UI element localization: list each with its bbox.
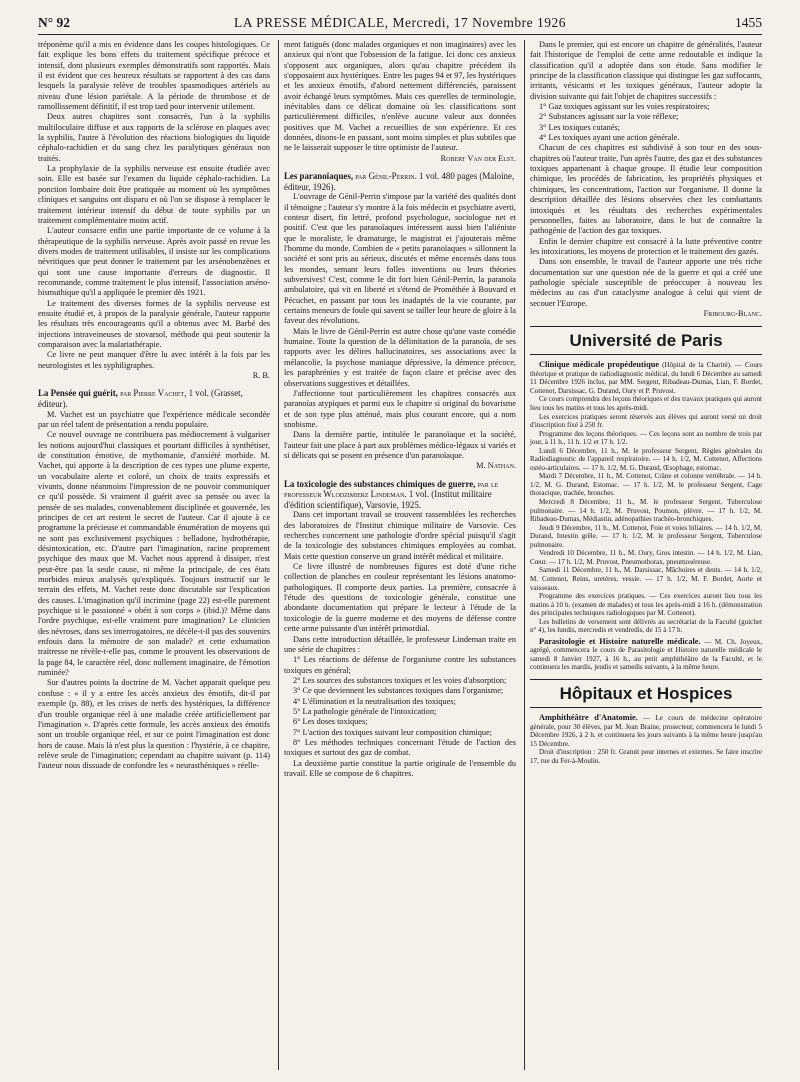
paragraph: Jeudi 9 Décembre, 11 h., M. Cottenot, Foie et voies biliaires. — 14 h. 1/2, M. Durand, Intestin grêle. — 17 h. 1/2, M. le professeur Sergent, Tuberculose pulmonaire. — [530, 523, 762, 549]
column-divider — [278, 40, 279, 1070]
column-1 — [38, 40, 270, 772]
paragraph: Les exercices pratiques seront réservés aux élèves qui auront versé un droit d'inscription fixé à 250 fr. — [530, 412, 762, 430]
paragraph: Programme des exercices pratiques. — Ces exercices auront lieu tous les matins à 10 h. (examen de malades) et tous les après-midi à 16 h. (démonstration des principales techniques radiologiques par M. Cottenot). — [530, 592, 762, 618]
paragraph: ment fatigués (donc malades organiques et non imaginaires) avec les anxieux qui n'ont que l'obsession de la fatigue. Ici donc ces anxieux s'opposent aux organiques, alors qu'au chapitre précédent ils s'opposaient aux hystériques. Entre les pages 94 et 97, les hystériques et les anxieux émotifs, d'abord nettement différenciés, paraissent avoir échangé leurs symptômes. Mais ces querelles de terminologie, inévitables dans ce délicat domaine où les classifications sont particulièrement difficiles, n'enlève aucune valeur aux données positives que M. Vachet a recueillies de son expérience. Et ces données, disons-le en passant, sont moins simples et plus subtiles que ne le laisserait supposer le titre optimiste de l'auteur. — [284, 40, 516, 153]
paragraph: Sur d'autres points la doctrine de M. Vachet apparait quelque peu confuse : « il y a entre les accès anxieux des émotifs, dit-il par exemple (p. 88), et les crises de nerfs des hystériques, la différence d'un trouble organique réel à une maladie créée artificiellement par l'imagination ». D'après cette formule, les accès anxieux des émotifs sont un trouble organique réel, et sur ce point l'imagination est donc hors de cause. Mais là n'est plus la question : l'hystérie, à ce chapitre, relève seule de l'imagination; cependant au chapitre suivant (p. 114) l'auteur nous dissuade de confondre les « neurasthéniques » réelle- — [38, 678, 270, 771]
paragraph: Ce nouvel ouvrage ne contribuera pas médiocrement à vulgariser les notions aujourd'hui classiques et pourtant difficiles à synthétiser, de constitution émotive, de mythomanie, d'anxiété morbide. M. Vachet, qui apporte à la description de ces types une plume experte, un vocabulaire alerte et coloré, un choix de traits expressifs et vivants, donne néanmoins l'impression de ne pouvoir communiquer ce qu'il possède. Si vraiment il guérit avec sa pensée ou avec la pensée de ses malades, convenablement disciplinée et gouvernée, les principes de cet art restent le secret de l'auteur. Car il ajoute à ce programme la précieuse et commandable énumération de moyens qui ne sont pas exclusivement psychiques : belladone, hydrothérapie, désintoxication, etc. D'autre part l'imagination, racine proprement psychique des maux que M. Vachet nous apprend à dissiper, n'est peut-être pas la seule cause, ni même la principale, de ces états morbides mieux analysés qu'expliqués. Toujours instructif sur le terrain des effets, M. Vachet reste donc discutable sur l'explication des causes. L'imagination qu'il incrimine (page 22) est-elle purement psychique si le passionné « obéit à son corps » (ibid.)? Même dans l'ordre psychique, est-elle vraiment pure imagination? Le clinicien des névroses, dans ses interrogatoires, ne décèle-t-il pas des souvenirs enfouis dans la mémoire de son malade? et cette exhumation traitresse ne révèle-t-elle pas, comme le prouvent les observations de la page 84, le caractère réel, donc nullement imaginaire, de l'émotion ruminée? — [38, 430, 271, 678]
review-publisher: 1 vol. 480 pages (Maloine, éditeur, 1926). — [284, 171, 515, 192]
column-2 — [284, 40, 516, 779]
list-item: 4° L'élimination et la neutralisation des toxiques; — [293, 696, 456, 706]
announcement-title: Parasitologie et Histoire naturelle médicale. — [539, 636, 701, 646]
paragraph: Droit d'inscription : 250 fr. Gratuit pour internes et externes. Se faire inscrire 17, rue du Fer-à-Moulin. — [530, 748, 762, 765]
paragraph: Dans le premier, qui est encore un chapitre de généralités, l'auteur fait l'historique de l'emploi de cette arme redoutable et indique la classification qu'il a adoptée dans son étude. Sans modifier le principe de la classification classique qui distingue les gaz suffocants, irritants, vésicants et les toxiques généraux, l'auteur adopte la division suivante qui fait l'objet de chapitres successifs : — [530, 40, 762, 101]
review-author: par Pierre Vachet, — [120, 388, 187, 399]
list-item: 1° Gaz toxiques agissant sur les voies respiratoires; — [539, 102, 710, 112]
page-header — [38, 12, 762, 34]
paragraph: La prophylaxie de la syphilis nerveuse est ensuite étudiée avec soin. Elle est basée sur l'examen du liquide céphalo-rachidien. La ponction lombaire doit être pratiquée au moment où les symptômes cliniques et sanguins ont disparu et où l'on se dispose à remplacer le traitement intérieur intensif du début de toute syphilis par un traitement complémentaire moins actif. — [38, 164, 270, 225]
list-item: 3° Les toxiques cutanés; — [539, 122, 620, 132]
list-item: 1° Les réactions de défense de l'organisme contre les substances toxiques en général; — [284, 655, 516, 675]
announcement-title: Clinique médicale propédeutique — [539, 360, 660, 370]
journal-title: LA PRESSE MÉDICALE, Mercredi, 17 Novembre 1926 — [234, 15, 566, 30]
announcement — [530, 638, 762, 672]
list-item: 7° L'action des toxiques suivant leur composition chimique; — [293, 727, 493, 737]
paragraph: Dans son ensemble, le travail de l'auteur apporte une très riche documentation sur une question née de la guerre et qui a créé une pathologie spéciale susceptible de préoccuper à nouveau les médecins au cas d'un cataclysme analogue à celui qui vient de secouer l'Europe. — [530, 257, 762, 308]
paragraph: Chacun de ces chapitres est subdivisé à son tour en des sous-chapitres où l'auteur traite, l'un après l'autre, des gaz et des substances toxiques appartenant à chaque groupe. Il étudie leur composition chimique, les procédés de fabrication, les propriétés physiques et chimiques, les concentrations, l'action sur l'organisme. Il donne la description détaillée des lésions observées chez les combattants intoxiqués et les résultats des recherches expérimentales personnelles, faites au laboratoire, dans le but de connaître la pathogénie de l'action des gaz toxiques. — [530, 143, 762, 236]
list-item: 2° Substances agissant sur la voie réflexe; — [539, 112, 679, 122]
review-author: par Génil-Perrin. — [355, 171, 417, 182]
paragraph: Dans la dernière partie, intitulée le paranoïaque et la société, l'auteur fait une place à part aux problèmes médico-légaux si variés et si délicats qui se posent en présence d'un paranoïaque. — [284, 430, 516, 460]
announcement-text: (Hôpital de la Charité). — Cours théorique et pratique de radiodiagnostic médical, du lundi 6 Décembre au samedi 11 Décembre 1926 inclus, par MM. Sergent, Ribadeau-Dumas, Lian, F. Bordet, Cottenot, Darsissac, G. Durand, Oury et P. Pruvost. — [530, 361, 762, 395]
list-item: 4° Les toxiques ayant une action générale. — [539, 133, 680, 143]
paragraph: Ce cours comprendra des leçons théoriques et des travaux pratiques qui auront lieu tous les matins et tous les après-midi. — [530, 395, 762, 413]
review-heading — [284, 479, 516, 511]
paragraph: M. Vachet est un psychiatre que l'expérience médicale secondée par un réel talent de présentation a rendu populaire. — [38, 409, 270, 429]
paragraph: Dans cet important travail se trouvent rassemblées les recherches des laboratoires de l'Institut chimique militaire de Varsovie. Ces recherches concernent une pathologie d'ordre spécial puisqu'il s'agit de la toxicologie des substances chimiques employées au combat. Mais cette question conserve un grand intérêt médical et militaire. — [284, 510, 516, 561]
review-title: La toxicologie des substances chimiques de guerre, — [284, 478, 476, 489]
paragraph: Mercredi 8 Décembre, 11 h., M. le professeur Sergent, Tuberculose pulmonaire. — 14 h. 1/2, M. Pruvost, Poumon, plèvre. — 17 h. 1/2, M. Ribadeau-Dumas, Médiastin, adénopathies trachéo-bronchiques. — [530, 498, 762, 524]
paragraph: Samedi 11 Décembre, 11 h., M. Darsissac, Mâchoires et dents. — 14 h. 1/2, M. Cottenot, Reins, uretères, vessie. — 17 h. 1/2, M. F. Bordet, Aorte et vaisseaux. — [530, 566, 762, 592]
column-3 — [530, 40, 762, 765]
announcement-text: — Le cours de médecine opératoire générale, pour 30 élèves, par M. Jean Braine, prosecteur, commencera le lundi 5 Décembre 1926, à 2 h. et continuera les jours suivants à la même heure jusqu'au 15 Décembre. — [530, 713, 762, 748]
header-rule — [38, 34, 762, 35]
section-banner: Université de Paris — [530, 326, 762, 355]
list-item: 2° Les sources des substances toxiques et les voies d'absorption; — [293, 675, 507, 685]
review-author: par le professeur Wlodzimierz Lindeman. — [284, 478, 499, 500]
paragraph: Mais le livre de Génil-Perrin est autre chose qu'une vaste comédie humaine. Toute la question de la délimitation de la paranoïa, de ses rapports avec les délires hallucinatoires, ses associations avec la mélancolie, la psychose maniaque dépressive, la démence précoce, les paraphrénies y est traitée de façon claire et précise avec des observations suggestives et détaillées. — [284, 326, 516, 388]
paragraph: La deuxième partie constitue la partie originale de l'ensemble du travail. Elle se compose de 6 chapitres. — [284, 758, 516, 778]
issue-number: N° 92 — [38, 15, 71, 30]
paragraph: Les bulletins de versement sont délivrés au secrétariat de la Faculté (guichet n° 4), les lundis, mercredis et vendredis, de 15 à 17 h. — [530, 617, 762, 635]
review-publisher: 1 vol. (Grasset, éditeur). — [38, 388, 243, 409]
paragraph: J'affectionne tout particulièrement les chapitres consacrés aux paranoïas atypiques et parmi eux le chapitre si original du bovarisme et de son type plus atténué, mais plus courant encore, qui a nom snobisme. — [284, 388, 516, 429]
signature: R. B. — [252, 371, 270, 380]
paragraph: L'ouvrage de Génil-Perrin s'impose par la variété des qualités dont il témoigne ; l'auteur s'y montre à la fois médecin et psychiatre averti, conteur disert, fin lettré, profond psychologue, sociologue net et positif. C'est que les paranoïaques intéressent aussi bien l'aliéniste que le moraliste, le dramaturge, le magistrat et j'ajouterais même l'homme du monde. Combien de « petits paranoïaques » sillonnent la société et sont pris au sérieux, discutés et même encensés dans tous les mondes, semant leurs folles inventions ou leurs théories subversives! C'est, comme le dit fort bien Génil-Perrin, la paranoïa ambulatoire, qui vit en liberté et s'étend de Prométhée à Bouvard et Pécuchet, en passant par tous les inadaptés de la vie courante, par certains meneurs de foule qui savent se tailler leur heure de gloire à la faveur des révolutions. — [284, 192, 516, 326]
paragraph: Deux autres chapitres sont consacrés, l'un à la syphilis multiloculaire diffuse et aux rapports de la sclérose en plaques avec la syphilis, l'autre à l'évolution des réactions biologiques du liquide céphalo-rachidien et du sang chez les paralytiques généraux non traités. — [38, 112, 270, 163]
signature: M. Nathan. — [476, 461, 516, 471]
announcement — [530, 361, 762, 395]
paragraph: Lundi 6 Décembre, 11 h., M. le professeur Sergent, Règles générales du Radiodiagnostic de l'appareil respiratoire. — 14 h. 1/2, M. Cottenot, Affections ostéo-articulaires. — 17 h. 1/2, M. G. Durand, Œsophage, estomac. — [530, 446, 762, 472]
review-heading — [38, 388, 270, 409]
paragraph: Programme des leçons théoriques. — Ces leçons sont au nombre de trois par jour, à 11 h., 11 h. 1/2 et 17 h. 1/2. — [530, 429, 762, 447]
list-item: 5° La pathologie générale de l'intoxication; — [293, 706, 437, 716]
paragraph: Ce livre illustré de nombreuses figures est doté d'une riche collection de planches en couleur représentant les lésions anatomo-pathologiques. Il comporte deux parties. La première, consacrée à l'étude des questions de toxicologie générale, constitue une abondante documentation qui prépare le lecteur à l'étude de la toxicologie de la guerre moderne et des moyens de défense contre cette arme puissante d'un intérêt primordial. — [284, 562, 516, 634]
paragraph: Ce livre ne peut manquer d'être lu avec intérêt à la fois par les neurologistes et les syphiligraphes. — [38, 350, 270, 370]
announcement — [530, 714, 762, 748]
paragraph: tréponème qu'il a mis en évidence dans les coupes histologiques. Ce fait explique les bons effets du traitement spécifique précoce et intensif, dont plusieurs exemples démonstratifs sont rapportés. Mais il est évident que ces heureux résultats se rapportent à des cas dans lesquels la paralysie relève de troubles spasmodiques artériels au niveau d'une lésion pariétale. A la période de thrombose et de ramollissement définitif, il est trop tard pour intervenir utilement. — [38, 40, 270, 112]
page-number: 1455 — [735, 15, 762, 30]
review-title: Les paranoïaques, — [284, 171, 354, 182]
announcement-text: — M. Ch. Joyeux, agrégé, commencera le cours de Parasitologie et Histoire naturelle médicale le samedi 8 Janvier 1927, à 16 h., au petit amphithéâtre de la Faculté, et le continuera les mardis, jeudis et samedis suivants, à la même heure. — [530, 637, 762, 672]
review-title: La Pensée qui guérit, — [38, 388, 118, 399]
list-item: 8° Les méthodes techniques concernant l'étude de l'action des toxiques et surtout des gaz de combat. — [284, 737, 516, 758]
paragraph: Enfin le dernier chapitre est consacré à la lutte préventive contre les intoxications, les moyens de protection et le traitement des gazés. — [530, 236, 762, 256]
announcement-title: Amphithéâtre d'Anatomie. — [539, 712, 638, 722]
paragraph: Vendredi 10 Décembre, 11 h., M. Oury, Gros intestin. — 14 h. 1/2, M. Lian, Cœur. — 17 h. 1/2, M. Pruvost, Pneumothorax, pneumoséreuse. — [530, 549, 762, 566]
list-item: 6° Les doses toxiques; — [293, 717, 368, 727]
paragraph: Mardi 7 Décembre, 11 h., M. Cottenot, Crâne et colonne vertébrale. — 14 h. 1/2, M. G. Durand, Estomac. — 17 h. 1/2, M. le professeur Sergent, Cage thoracique, trachée, bronches. — [530, 472, 762, 498]
paragraph: Dans cette introduction détaillée, le professeur Lindeman traite en une série de chapitres : — [284, 634, 516, 654]
signature: Fribourg-Blanc. — [703, 308, 762, 318]
review-heading — [284, 171, 516, 192]
paragraph: Le traitement des diverses formes de la syphilis nerveuse est ensuite étudié et, à propos de la paralysie générale, l'auteur rapporte les résultats très encourageants qu'il a obtenus avec M. Barbé des injections intraveineuses de stovarsol, méthode qui peut soutenir la comparaison avec la malariathérapie. — [38, 298, 270, 349]
list-item: 3° Ce que deviennent les substances toxiques dans l'organisme; — [293, 686, 504, 696]
section-banner: Hôpitaux et Hospices — [530, 679, 762, 708]
column-divider — [524, 40, 525, 1070]
paragraph: L'auteur consacre enfin une partie importante de ce volume à la thérapeutique de la syphilis nerveuse. Après avoir passé en revue les divers modes de traitement utilisables, il insiste sur les complications névritiques que peut donner le traitement par les arsénobenzènes et qui sont une cause importante d'erreurs de diagnostic. Il recommande, comme traitement le plus intensif, l'association arséno-bismuthique qu'il a appliquée le premier dès 1921. — [38, 226, 270, 298]
review-publisher: 1 vol. (Institut militaire d'édition scientifique), Varsovie, 1925. — [284, 489, 492, 510]
signature: Robert Van der Elst. — [440, 153, 516, 163]
